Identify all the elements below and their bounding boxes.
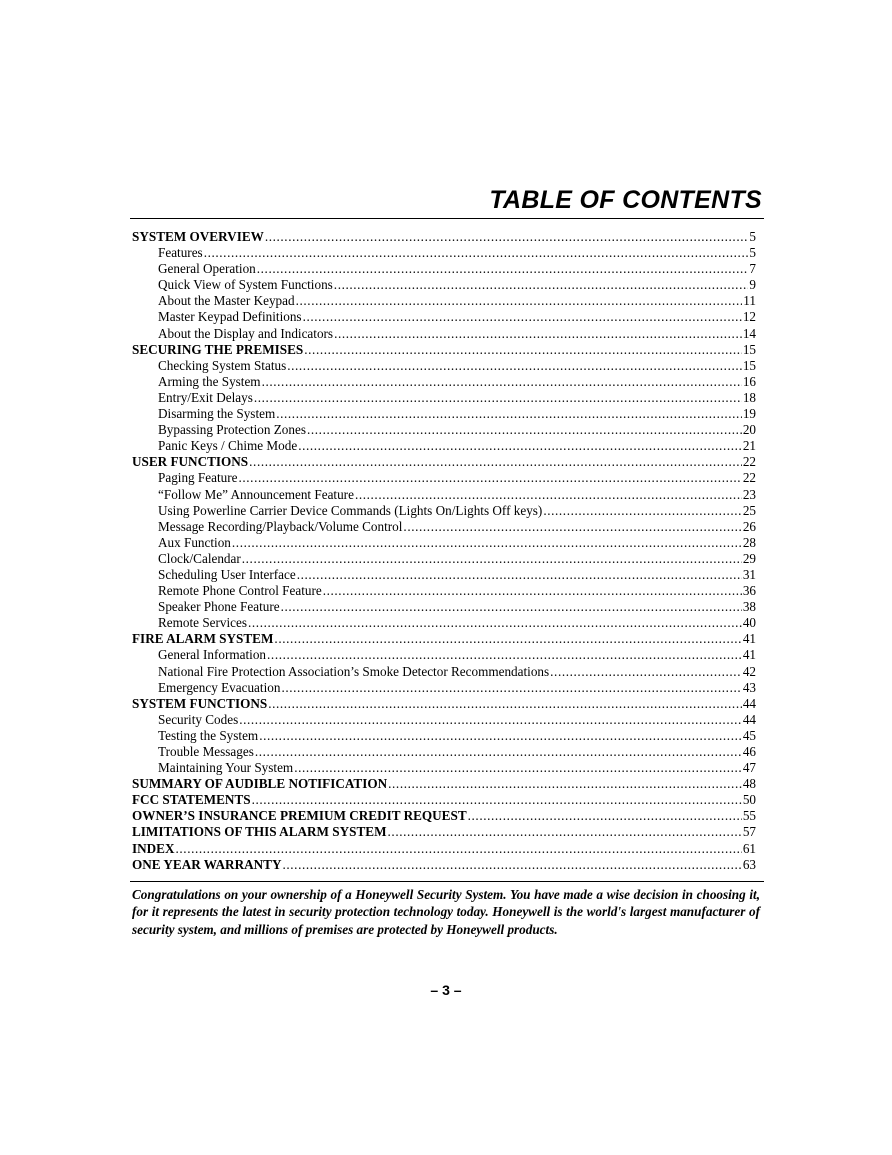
toc-entry-page: 22 [742, 470, 756, 486]
toc-entry-label: Security Codes [158, 711, 239, 727]
toc-entry-page: 48 [742, 776, 756, 792]
toc-subsection-entry [132, 535, 756, 551]
page-number: – 3 – [430, 982, 462, 998]
toc-dot-leader [296, 293, 743, 309]
toc-entry-page: 38 [742, 599, 756, 615]
toc-dot-leader [355, 487, 742, 503]
toc-entry-label: Speaker Phone Feature [158, 599, 280, 615]
toc-entry-page: 26 [742, 518, 756, 534]
toc-subsection-entry [132, 374, 756, 390]
toc-dot-leader [282, 857, 741, 873]
toc-subsection-entry [132, 390, 756, 406]
toc-subsection-entry [132, 326, 756, 342]
toc-dot-leader [287, 358, 742, 374]
toc-entry-page: 36 [742, 583, 756, 599]
toc-subsection-entry [132, 422, 756, 438]
toc-entry-label: OWNER’S INSURANCE PREMIUM CREDIT REQUEST [132, 808, 467, 824]
toc-dot-leader [254, 390, 742, 406]
toc-entry-label: Message Recording/Playback/Volume Control [158, 518, 403, 534]
toc-entry-label: FCC STATEMENTS [132, 792, 251, 808]
toc-entry-label: USER FUNCTIONS [132, 454, 249, 470]
toc-entry-label: General Information [158, 647, 267, 663]
table-of-contents [132, 229, 756, 873]
toc-entry-label: Features [158, 245, 203, 261]
toc-entry-page: 44 [742, 695, 756, 711]
toc-entry-page: 5 [749, 229, 756, 244]
note-divider [130, 881, 764, 882]
toc-entry-page: 11 [743, 293, 756, 309]
toc-entry-label: LIMITATIONS OF THIS ALARM SYSTEM [132, 824, 387, 840]
toc-dot-leader [255, 744, 742, 760]
toc-entry-label: Panic Keys / Chime Mode [158, 438, 298, 454]
page-title: TABLE OF CONTENTS [489, 186, 762, 214]
toc-entry-label: Trouble Messages [158, 744, 254, 759]
toc-dot-leader [176, 841, 742, 857]
toc-entry-label: FIRE ALARM SYSTEM [132, 631, 274, 647]
toc-entry-label: About the Master Keypad [158, 293, 295, 309]
toc-subsection-entry [132, 583, 756, 599]
toc-entry-page: 15 [742, 357, 756, 373]
toc-dot-leader [334, 326, 742, 342]
toc-dot-leader [403, 519, 741, 535]
toc-dot-leader [298, 438, 742, 454]
toc-entry-label: Remote Services [158, 615, 247, 631]
toc-subsection-entry [132, 438, 756, 454]
toc-subsection-entry [132, 503, 756, 519]
toc-entry-page: 40 [742, 615, 756, 631]
toc-subsection-entry [132, 293, 756, 309]
toc-dot-leader [307, 422, 742, 438]
congratulations-note: Congratulations on your ownership of a Honeywell Security System. You have made a wise decision in choosing it, for it represents the latest in security protection technology today. Honeywell is the world's largest manufacturer of security system, and millions of premises are protected by Honeywell products. [132, 887, 760, 937]
toc-entry-page: 16 [742, 373, 756, 389]
toc-entry-label: Remote Phone Control Feature [158, 583, 322, 599]
toc-dot-leader [550, 664, 742, 680]
toc-section-entry [132, 776, 756, 792]
toc-section-entry [132, 631, 756, 647]
toc-entry-label: Arming the System [158, 373, 261, 389]
toc-entry-label: SYSTEM OVERVIEW [132, 229, 264, 244]
toc-entry-page: 15 [742, 341, 756, 357]
toc-entry-label: About the Display and Indicators [158, 325, 334, 341]
toc-entry-page: 20 [742, 422, 756, 438]
toc-entry-page: 19 [742, 406, 756, 422]
toc-subsection-entry [132, 519, 756, 535]
toc-entry-label: “Follow Me” Announcement Feature [158, 486, 354, 502]
toc-entry-page: 18 [742, 389, 756, 405]
toc-subsection-entry [132, 309, 756, 325]
toc-entry-page: 25 [742, 502, 756, 518]
toc-entry-page: 61 [742, 840, 756, 856]
toc-section-entry [132, 792, 756, 808]
toc-entry-label: SUMMARY OF AUDIBLE NOTIFICATION [132, 776, 388, 792]
toc-entry-page: 45 [742, 727, 756, 743]
toc-entry-page: 42 [742, 663, 756, 679]
toc-entry-label: Entry/Exit Delays [158, 389, 253, 405]
toc-dot-leader [276, 406, 742, 422]
toc-dot-leader [323, 583, 742, 599]
toc-entry-label: Using Powerline Carrier Device Commands (Lights On/Lights Off keys) [158, 502, 543, 518]
toc-entry-label: SECURING THE PREMISES [132, 341, 304, 357]
toc-dot-leader [252, 792, 742, 808]
toc-subsection-entry [132, 664, 756, 680]
toc-section-entry [132, 454, 756, 470]
toc-subsection-entry [132, 680, 756, 696]
toc-dot-leader [204, 245, 749, 261]
toc-section-entry [132, 841, 756, 857]
toc-entry-label: Testing the System [158, 727, 259, 743]
toc-subsection-entry [132, 358, 756, 374]
toc-subsection-entry [132, 744, 756, 760]
toc-entry-label: National Fire Protection Association’s Smoke Detector Recommendations [158, 663, 550, 679]
toc-entry-label: Clock/Calendar [158, 550, 241, 566]
toc-section-entry [132, 808, 756, 824]
toc-entry-page: 57 [742, 824, 756, 840]
toc-entry-label: Emergency Evacuation [158, 679, 281, 695]
toc-dot-leader [262, 374, 742, 390]
toc-entry-label: SYSTEM FUNCTIONS [132, 695, 268, 711]
toc-dot-leader [304, 342, 742, 358]
toc-entry-page: 47 [742, 760, 756, 776]
toc-section-entry [132, 342, 756, 358]
toc-subsection-entry [132, 245, 756, 261]
toc-dot-leader [267, 647, 742, 663]
toc-entry-label: Checking System Status [158, 357, 287, 373]
toc-subsection-entry [132, 261, 756, 277]
toc-dot-leader [257, 261, 749, 277]
toc-dot-leader [268, 696, 742, 712]
toc-entry-label: ONE YEAR WARRANTY [132, 856, 282, 872]
toc-entry-label: Quick View of System Functions [158, 277, 333, 293]
toc-dot-leader [334, 277, 749, 293]
toc-section-entry [132, 696, 756, 712]
toc-dot-leader [248, 615, 742, 631]
toc-subsection-entry [132, 470, 756, 486]
toc-entry-page: 29 [742, 550, 756, 566]
toc-dot-leader [281, 680, 741, 696]
toc-dot-leader [388, 824, 742, 840]
toc-entry-label: Disarming the System [158, 406, 276, 422]
toc-dot-leader [238, 470, 741, 486]
toc-dot-leader [388, 776, 742, 792]
toc-dot-leader [543, 503, 741, 519]
toc-dot-leader [239, 712, 742, 728]
toc-dot-leader [294, 760, 742, 776]
toc-entry-page: 21 [742, 438, 756, 454]
toc-entry-page: 12 [742, 309, 756, 325]
toc-entry-page: 28 [742, 534, 756, 550]
toc-subsection-entry [132, 728, 756, 744]
toc-dot-leader [242, 551, 742, 567]
toc-entry-label: Maintaining Your System [158, 760, 294, 776]
toc-entry-page: 44 [742, 711, 756, 727]
toc-dot-leader [297, 567, 742, 583]
toc-subsection-entry [132, 615, 756, 631]
toc-dot-leader [259, 728, 742, 744]
toc-entry-page: 41 [742, 647, 756, 663]
toc-subsection-entry [132, 760, 756, 776]
toc-entry-label: General Operation [158, 261, 256, 277]
toc-section-entry [132, 857, 756, 873]
toc-subsection-entry [132, 567, 756, 583]
toc-subsection-entry [132, 277, 756, 293]
toc-entry-label: INDEX [132, 840, 175, 856]
toc-entry-page: 31 [742, 566, 756, 582]
toc-entry-page: 55 [742, 808, 756, 824]
toc-section-entry [132, 229, 756, 245]
toc-dot-leader [232, 535, 742, 551]
toc-entry-page: 9 [749, 277, 756, 293]
title-divider [130, 218, 764, 219]
toc-entry-label: Master Keypad Definitions [158, 309, 302, 325]
toc-entry-page: 5 [749, 245, 756, 261]
toc-entry-label: Bypassing Protection Zones [158, 422, 306, 438]
toc-entry-page: 50 [742, 792, 756, 808]
toc-subsection-entry [132, 551, 756, 567]
toc-entry-page: 22 [742, 454, 756, 470]
toc-subsection-entry [132, 487, 756, 503]
toc-entry-page: 14 [742, 325, 756, 341]
toc-dot-leader [303, 309, 742, 325]
toc-dot-leader [265, 229, 749, 245]
toc-entry-page: 46 [742, 744, 756, 759]
toc-dot-leader [468, 808, 742, 824]
toc-dot-leader [281, 599, 742, 615]
toc-section-entry [132, 824, 756, 840]
toc-dot-leader [274, 631, 741, 647]
toc-entry-page: 41 [742, 631, 756, 647]
toc-entry-page: 43 [742, 679, 756, 695]
toc-dot-leader [249, 454, 742, 470]
toc-entry-label: Paging Feature [158, 470, 238, 486]
toc-entry-page: 23 [742, 486, 756, 502]
toc-subsection-entry [132, 599, 756, 615]
toc-entry-page: 63 [742, 856, 756, 872]
toc-entry-page: 7 [749, 261, 756, 277]
toc-subsection-entry [132, 712, 756, 728]
toc-subsection-entry [132, 406, 756, 422]
toc-entry-label: Aux Function [158, 534, 231, 550]
toc-entry-label: Scheduling User Interface [158, 566, 296, 582]
toc-subsection-entry [132, 647, 756, 663]
